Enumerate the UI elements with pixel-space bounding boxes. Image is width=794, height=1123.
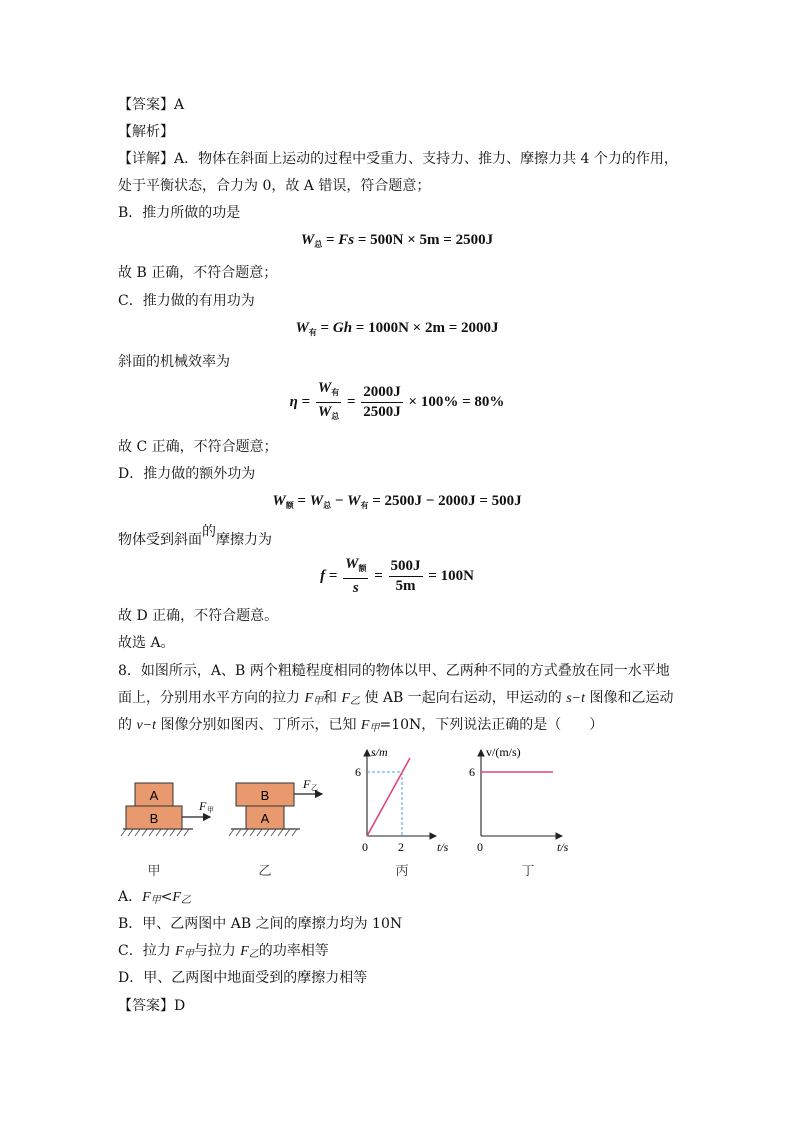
t-axis-label-bing: t/s bbox=[437, 840, 449, 854]
detail-line-1: 【详解】A．物体在斜面上运动的过程中受重力、支持力、推力、摩擦力共 4 个力的作用， bbox=[118, 151, 678, 167]
option-d: D．甲、乙两图中地面受到的摩擦力相等 bbox=[118, 970, 368, 986]
st-line-bing bbox=[367, 758, 410, 836]
d-conclusion: 故 D 正确，不符合题意。 bbox=[118, 608, 279, 624]
option-b: B．甲、乙两图中 AB 之间的摩擦力均为 10N bbox=[118, 916, 403, 932]
label-a-jia: A bbox=[149, 788, 159, 803]
option-d-extra-line: D．推力做的额外功为 bbox=[118, 466, 256, 482]
option-b-work-line: B．推力所做的功是 bbox=[118, 205, 241, 221]
equation-extra-work: $W_额 = W_总 - W_有 = 2500J - 2000J = 500J$ bbox=[272, 493, 522, 510]
tick-6-bing: 6 bbox=[355, 765, 361, 779]
option-c-useful-line: C．推力做的有用功为 bbox=[118, 293, 255, 309]
force-label-f-jia: F bbox=[199, 799, 207, 813]
q8-answer: 【答案】D bbox=[118, 998, 186, 1014]
efficiency-line: 斜面的机械效率为 bbox=[118, 354, 230, 370]
caption-yi: 乙 bbox=[258, 864, 272, 879]
detail-line-2: 处于平衡状态，合力为 0，故 A 错误，符合题意； bbox=[118, 178, 431, 194]
label-b-yi: B bbox=[260, 788, 270, 803]
figure-yi bbox=[229, 777, 322, 879]
caption-jia: 甲 bbox=[147, 864, 161, 879]
figure-bing-st-graph bbox=[355, 745, 449, 879]
figure-jia bbox=[121, 783, 214, 879]
caption-bing: 丙 bbox=[395, 864, 409, 879]
s-axis-label: s/m bbox=[371, 745, 388, 759]
label-b-jia: B bbox=[149, 811, 159, 826]
force-label-f-yi: F bbox=[303, 777, 311, 791]
force-label-sub-yi: 乙 bbox=[311, 784, 318, 792]
equation-friction: f = $\frac{W_额}{s}$ = $\frac{500J}{5m}$ = 100N bbox=[320, 556, 474, 596]
friction-line: 物体受到斜面的摩擦力为 bbox=[118, 524, 272, 548]
label-a-yi: A bbox=[260, 811, 270, 826]
c-conclusion: 故 C 正确，不符合题意； bbox=[118, 439, 278, 455]
tick-2-bing: 2 bbox=[398, 840, 404, 854]
b-conclusion: 故 B 正确，不符合题意； bbox=[118, 265, 278, 281]
q8-line-2: 面上，分别用水平方向的拉力 F甲和 F乙 使 AB 一起向右运动，甲运动的 s−t 图像和乙运动 bbox=[118, 690, 674, 707]
equation-total-work: $W_总 = Fs = 500N \times 5m = 2500J$ bbox=[300, 232, 494, 249]
ground-hatch-jia bbox=[121, 829, 189, 836]
equation-useful-work: $W_有 = Gh = 1000N \times 2m = 2000J$ bbox=[295, 320, 499, 337]
tick-6-ding: 6 bbox=[469, 765, 475, 779]
answer-label: 【答案】A bbox=[118, 97, 185, 113]
q8-line-1: 8．如图所示，A、B 两个粗糙程度相同的物体以甲、乙两种不同的方式叠放在同一水平地 bbox=[118, 663, 670, 679]
v-axis-label: v/(m/s) bbox=[486, 745, 521, 759]
choose-line: 故选 A。 bbox=[118, 635, 175, 651]
caption-ding: 丁 bbox=[521, 864, 535, 879]
equation-efficiency: η = $\frac{W_有}{W_总}$ = $\frac{2000J}{2500J}$ × 100% = 80% bbox=[289, 380, 505, 421]
tick-0-ding: 0 bbox=[477, 840, 483, 854]
tick-0-bing: 0 bbox=[362, 840, 368, 854]
option-a: A．F甲<F乙 bbox=[118, 889, 191, 906]
q8-line-3: 的 v−t 图像分别如图丙、丁所示，已知 F甲=10N，下列说法正确的是（ ） bbox=[118, 717, 604, 734]
force-label-sub-jia: 甲 bbox=[207, 806, 214, 814]
t-axis-label-ding: t/s bbox=[557, 840, 569, 854]
figure-ding-vt-graph bbox=[469, 745, 569, 879]
analysis-label: 【解析】 bbox=[118, 124, 174, 140]
option-c: C．拉力 F甲与拉力 F乙的功率相等 bbox=[118, 943, 329, 960]
ground-hatch-yi bbox=[229, 829, 297, 836]
